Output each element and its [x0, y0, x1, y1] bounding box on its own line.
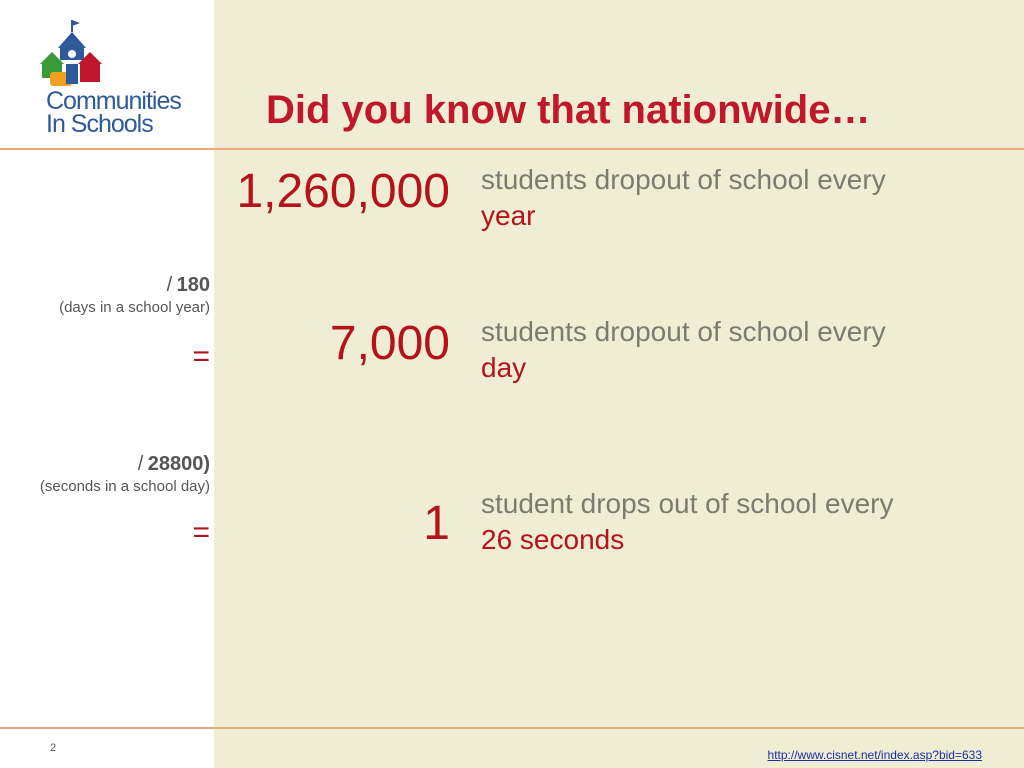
slide-title: Did you know that nationwide…: [266, 88, 871, 132]
stat-number-year: 1,260,000: [236, 165, 450, 218]
stat-description-year: [481, 162, 886, 234]
header-divider: [0, 148, 1024, 150]
stat-number-seconds: 1: [423, 497, 450, 550]
stat-text: students dropout of school every: [481, 164, 886, 195]
page-number: 2: [50, 742, 57, 754]
logo-line-1: Communities: [46, 87, 181, 115]
divisor-note: (days in a school year): [59, 299, 210, 316]
calc-step-days: [59, 274, 210, 316]
equals-sign: =: [192, 340, 210, 373]
equals-sign: =: [192, 516, 210, 549]
divisor-value: 28800): [147, 453, 210, 475]
stat-description-day: [481, 314, 886, 386]
logo-wordmark: [46, 87, 181, 138]
stat-number-day: 7,000: [329, 317, 450, 370]
calc-step-seconds: [40, 453, 210, 495]
stat-unit: 26 seconds: [481, 524, 625, 555]
stat-unit: year: [481, 200, 536, 231]
stat-text: students dropout of school every: [481, 316, 886, 347]
divide-operator: /: [137, 453, 144, 475]
footer-divider: [0, 727, 1024, 729]
source-link[interactable]: http://www.cisnet.net/index.asp?bid=633: [767, 748, 982, 762]
stat-description-seconds: [481, 486, 893, 558]
divide-operator: /: [166, 274, 173, 296]
logo-line-2: In Schools: [46, 110, 153, 138]
divisor-value: 180: [176, 274, 210, 296]
stat-text: student drops out of school every: [481, 488, 894, 519]
divisor-note: (seconds in a school day): [39, 478, 210, 495]
stat-unit: day: [481, 352, 527, 383]
